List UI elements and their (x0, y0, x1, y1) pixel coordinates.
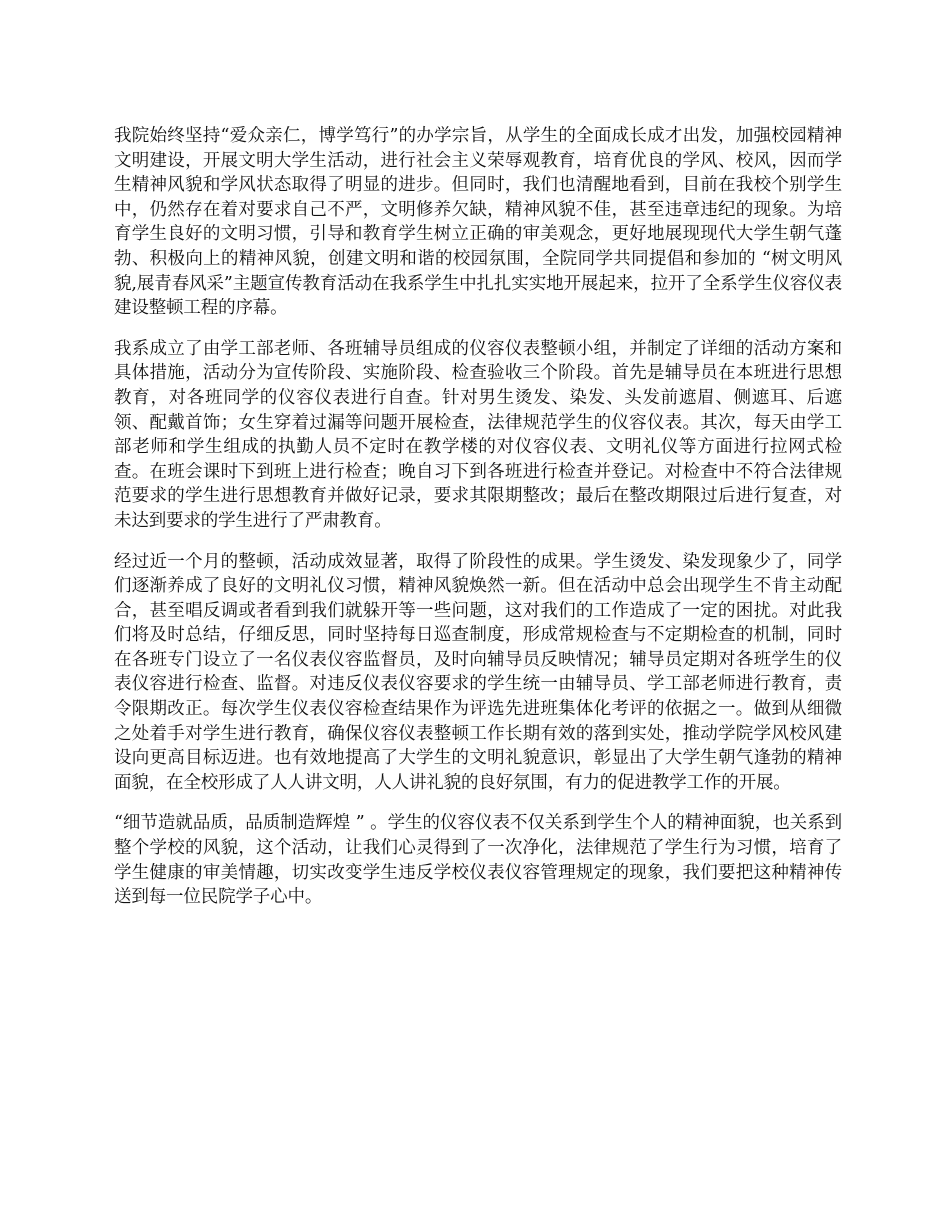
paragraph-measures: 我系成立了由学工部老师、各班辅导员组成的仪容仪表整顿小组，并制定了详细的活动方案和具体措施，活动分为宣传阶段、实施阶段、检查验收三个阶段。首先是辅导员在本班进行思想教育，对各班同学的仪容仪表进行自查。针对男生烫发、染发、头发前遮眉、侧遮耳、后遮领、配戴首饰；女生穿着过漏等问题开展检查，法律规范学生的仪容仪表。其次，每天由学工部老师和学生组成的执勤人员不定时在教学楼的对仪容仪表、文明礼仪等方面进行拉网式检查。在班会课时下到班上进行检查；晚自习下到各班进行检查并登记。对检查中不符合法律规范要求的学生进行思想教育并做好记录，要求其限期整改；最后在整改期限过后进行复查，对未达到要求的学生进行了严肃教育。 (114, 338, 842, 531)
paragraph-results: 经过近一个月的整顿，活动成效显著，取得了阶段性的成果。学生烫发、染发现象少了，同学们逐渐养成了良好的文明礼仪习惯，精神风貌焕然一新。但在活动中总会出现学生不肯主动配合，甚至唱反调或者看到我们就躲开等一些问题，这对我们的工作造成了一定的困扰。对此我们将及时总结，仔细反思，同时坚持每日巡查制度，形成常规检查与不定期检查的机制，同时在各班专门设立了一名仪表仪容监督员，及时向辅导员反映情况；辅导员定期对各班学生的仪表仪容进行检查、监督。对违反仪表仪容要求的学生统一由辅导员、学工部老师进行教育，责令限期改正。每次学生仪表仪容检查结果作为评选先进班集体化考评的依据之一。做到从细微之处着手对学生进行教育，确保仪容仪表整顿工作长期有效的落到实处，推动学院学风校风建设向更高目标迈进。也有效地提高了大学生的文明礼貌意识，彰显出了大学生朝气逢勃的精神面貌，在全校形成了人人讲文明，人人讲礼貌的良好氛围，有力的促进教学工作的开展。 (114, 551, 842, 793)
paragraph-introduction: 我院始终坚持“爱众亲仁，博学笃行”的办学宗旨，从学生的全面成长成才出发，加强校园精神文明建设，开展文明大学生活动，进行社会主义荣辱观教育，培育优良的学风、校风，因而学生精神风貌和学风状态取得了明显的进步。但同时，我们也清醒地看到，目前在我校个别学生中，仍然存在着对要求自己不严，文明修养欠缺，精神风貌不佳，甚至违章违纪的现象。为培育学生良好的文明习惯，引导和教育学生树立正确的审美观念，更好地展现现代大学生朝气蓬勃、积极向上的精神风貌，创建文明和谐的校园氛围，全院同学共同提倡和参加的 “树文明风貌,展青春风采”主题宣传教育活动在我系学生中扎扎实实地开展起来，拉开了全系学生仪容仪表建设整顿工程的序幕。 (114, 126, 842, 319)
document-body (114, 124, 842, 926)
paragraph-conclusion: “细节造就品质，品质制造辉煌 ” 。学生的仪容仪表不仅关系到学生个人的精神面貌，也关系到整个学校的风貌，这个活动，让我们心灵得到了一次净化，法律规范了学生行为习惯，培育了学生健康的审美情趣，切实改变学生违反学校仪表仪容管理规定的现象，我们要把这种精神传送到每一位民院学子心中。 (114, 813, 842, 908)
